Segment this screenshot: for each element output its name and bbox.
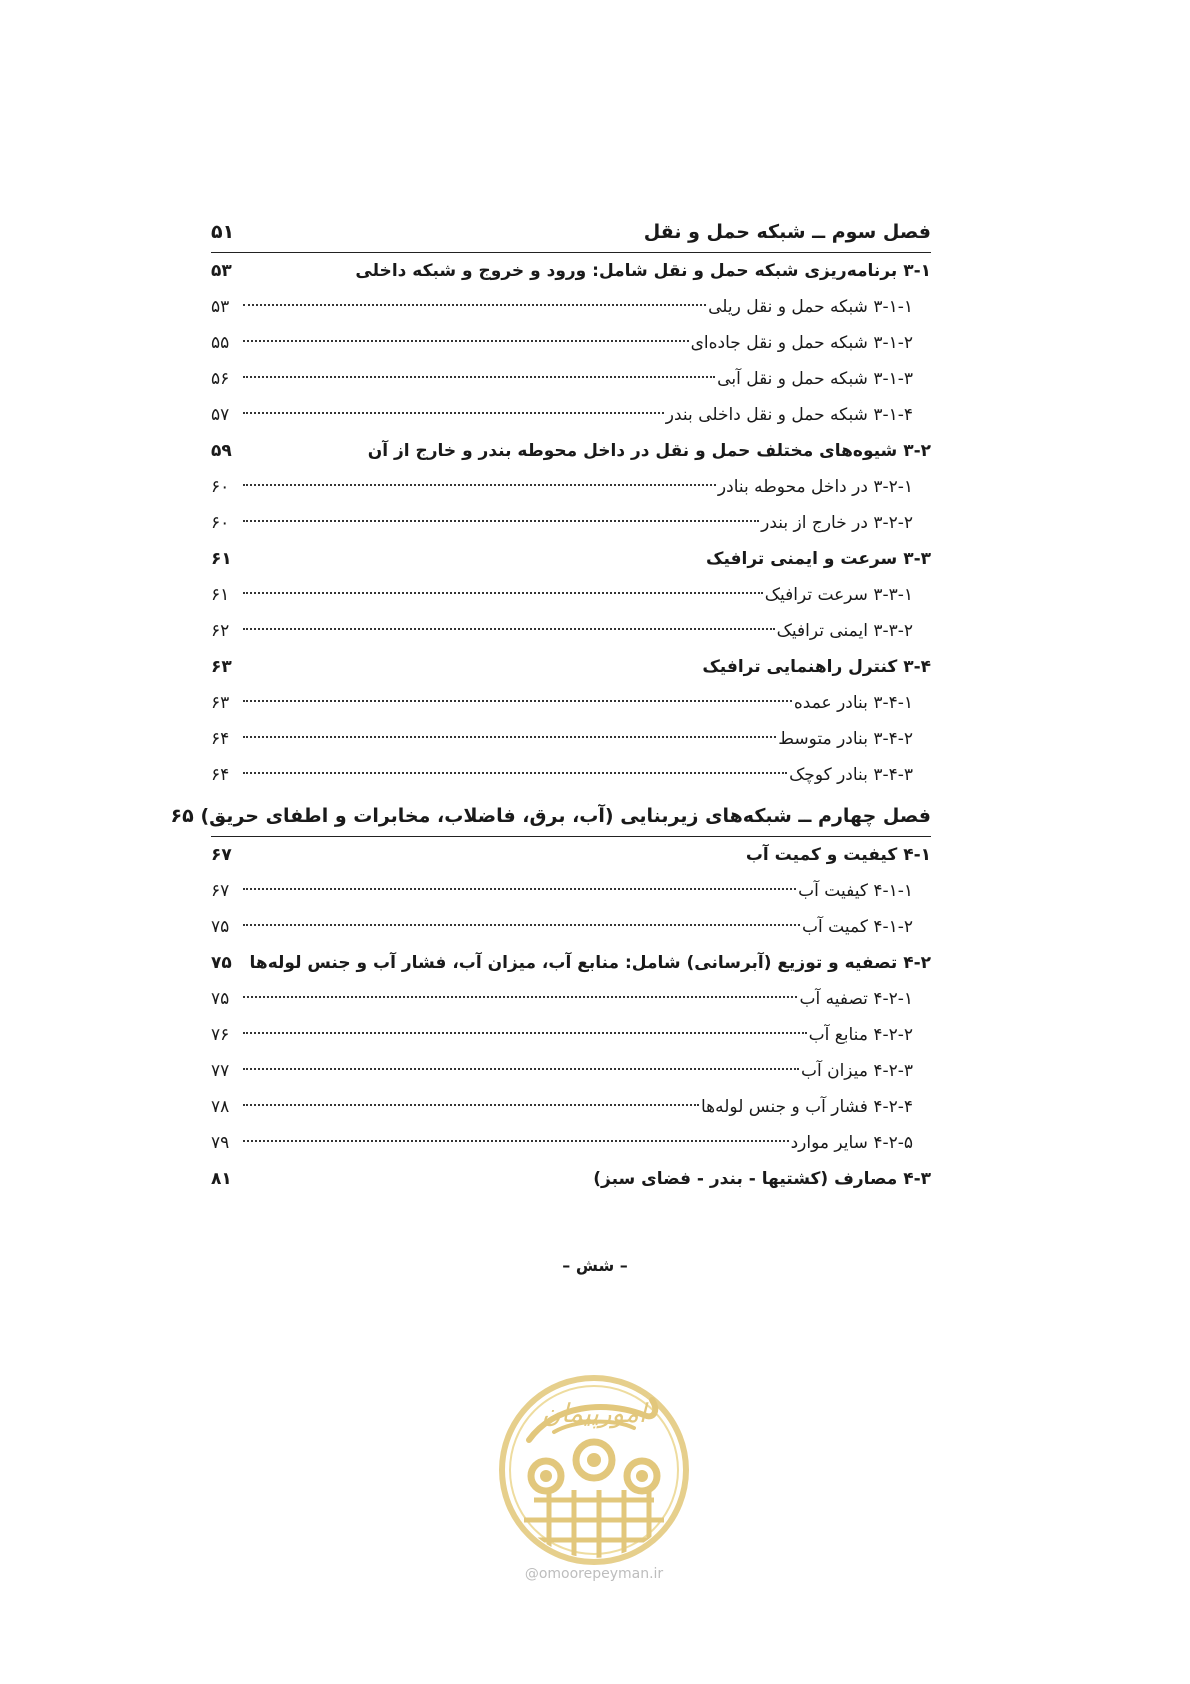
toc-entry-title: ۳-۱-۱ شبکه حمل و نقل ریلی — [708, 297, 913, 317]
toc-page-number: ۷۶ — [211, 1025, 230, 1045]
toc-page-number: ۵۵ — [211, 333, 230, 353]
toc-entry-title: ۳-۴-۳ بنادر کوچک — [789, 765, 913, 785]
toc-page-number: ۵۹ — [211, 441, 232, 461]
dot-leader — [243, 719, 776, 738]
toc-page-number: ۵۳ — [211, 261, 232, 281]
toc-page-number: ۵۶ — [211, 369, 230, 389]
toc-sub-row — [211, 685, 931, 721]
toc-section-row — [211, 945, 931, 981]
toc-entry-title: ۴-۱ کیفیت و کمیت آب — [745, 845, 931, 865]
dot-leader — [243, 503, 759, 522]
toc-entry-title: ۴-۲-۱ تصفیه آب — [799, 989, 913, 1009]
toc-entry-title: ۳-۲ شیوه‌های مختلف حمل و نقل در داخل محوطه بندر و خارج از آن — [367, 441, 931, 461]
dot-leader — [243, 323, 689, 342]
toc-chapter-row — [211, 212, 931, 253]
dot-leader — [243, 1051, 799, 1070]
toc-sub-row — [211, 613, 931, 649]
toc-entry-title: ۳-۳-۱ سرعت ترافیک — [764, 585, 913, 605]
dot-leader — [243, 871, 796, 890]
toc-section-row — [211, 253, 931, 289]
dot-leader — [243, 467, 716, 486]
toc-entry-title: ۳-۲-۱ در داخل محوطه بنادر — [717, 477, 913, 497]
toc-sub-row — [211, 981, 931, 1017]
toc-page-number: ۶۱ — [211, 585, 230, 605]
toc-sub-row — [211, 1053, 931, 1089]
toc-sub-row — [211, 289, 931, 325]
dot-leader — [243, 755, 787, 774]
toc-entry-title: ۴-۲-۴ فشار آب و جنس لوله‌ها — [700, 1097, 913, 1117]
toc-page-number: ۷۵ — [211, 989, 230, 1009]
toc-sub-row — [211, 361, 931, 397]
toc-entry-title: ۳-۴ کنترل راهنمایی ترافیک — [702, 657, 931, 677]
toc-entry-title: ۴-۱-۱ کیفیت آب — [798, 881, 913, 901]
toc-entry-title: ۳-۱-۳ شبکه حمل و نقل آبی — [717, 369, 913, 389]
toc-section-row — [211, 1161, 931, 1197]
dot-leader — [243, 1087, 699, 1106]
toc-sub-row — [211, 397, 931, 433]
toc-section-row — [211, 433, 931, 469]
toc-page-number: ۶۲ — [211, 621, 230, 641]
toc-entry-title: ۴-۲-۲ منابع آب — [808, 1025, 913, 1045]
toc-sub-row — [211, 1089, 931, 1125]
toc-page-number: ۶۳ — [211, 657, 232, 677]
toc-page-number: ۶۰ — [211, 513, 230, 533]
toc-page-number: ۶۴ — [211, 765, 230, 785]
toc-page-number: ۵۳ — [211, 297, 230, 317]
toc-chapter-row — [170, 796, 931, 837]
toc-page-number: ۷۵ — [211, 917, 230, 937]
toc-entry-title: ۳-۱-۴ شبکه حمل و نقل داخلی بندر — [665, 405, 913, 425]
toc-page-number: ۵۷ — [211, 405, 230, 425]
dot-leader — [243, 1015, 807, 1034]
dot-leader — [243, 395, 664, 414]
toc-sub-row — [211, 1017, 931, 1053]
toc-page-number: ۷۹ — [211, 1133, 230, 1153]
toc-page-number: ۶۵ — [170, 805, 194, 827]
toc-entry-title: ۴-۲-۳ میزان آب — [800, 1061, 913, 1081]
toc-entry-title: ۳-۳-۲ ایمنی ترافیک — [776, 621, 913, 641]
toc-sub-row — [211, 469, 931, 505]
toc-sub-row — [211, 577, 931, 613]
dot-leader — [243, 287, 706, 306]
dot-leader — [243, 359, 715, 378]
table-of-contents — [170, 212, 931, 1197]
toc-page-number: ۶۱ — [211, 549, 232, 569]
dot-leader — [243, 683, 792, 702]
toc-section-row — [211, 541, 931, 577]
toc-sub-row — [211, 721, 931, 757]
toc-entry-title: ۳-۴-۲ بنادر متوسط — [778, 729, 913, 749]
watermark-stamp — [494, 1370, 694, 1640]
toc-entry-title: ۴-۱-۲ کمیت آب — [802, 917, 913, 937]
toc-page-number: ۶۷ — [211, 881, 230, 901]
toc-sub-row — [211, 1125, 931, 1161]
toc-sub-row — [211, 505, 931, 541]
toc-page-number: ۷۸ — [211, 1097, 230, 1117]
dot-leader — [243, 907, 800, 926]
toc-entry-title: ۴-۲-۵ سایر موارد — [790, 1133, 913, 1153]
dot-leader — [243, 1123, 789, 1142]
toc-entry-title: فصل چهارم ــ شبکه‌های زیربنایی (آب، برق، فاضلاب، مخابرات و اطفای حریق) — [200, 805, 931, 827]
toc-entry-title: ۳-۱ برنامه‌ریزی شبکه حمل و نقل شامل: ورود و خروج و شبکه داخلی — [355, 261, 931, 281]
toc-page-number: ۷۵ — [211, 953, 232, 973]
dot-leader — [243, 611, 775, 630]
dot-leader — [243, 979, 797, 998]
svg-text:امورپیمان: امورپیمان — [541, 1399, 647, 1429]
stamp-logo-icon — [494, 1370, 694, 1570]
toc-entry-title: ۳-۴-۱ بنادر عمده — [793, 693, 913, 713]
toc-page-number: ۷۷ — [211, 1061, 230, 1081]
toc-page-number: ۶۴ — [211, 729, 230, 749]
toc-section-row — [211, 649, 931, 685]
toc-sub-row — [211, 909, 931, 945]
toc-page-number: ۶۳ — [211, 693, 230, 713]
toc-page-number: ۵۱ — [211, 221, 235, 243]
toc-entry-title: ۳-۲-۲ در خارج از بندر — [761, 513, 913, 533]
toc-entry-title: ۳-۱-۲ شبکه حمل و نقل جاده‌ای — [690, 333, 913, 353]
toc-entry-title: ۴-۳ مصارف (کشتیها - بندر - فضای سبز) — [593, 1169, 931, 1189]
toc-page-number: ۶۷ — [211, 845, 232, 865]
toc-entry-title: ۳-۳ سرعت و ایمنی ترافیک — [706, 549, 931, 569]
page-number-footer: – شش – — [562, 1256, 628, 1275]
toc-entry-title: ۴-۲ تصفیه و توزیع (آبرسانی) شامل: منابع آب، میزان آب، فشار آب و جنس لوله‌ها — [249, 953, 931, 973]
stamp-website-text: @omoorepeyman.ir — [524, 1566, 664, 1582]
toc-sub-row — [211, 873, 931, 909]
toc-page-number: ۶۰ — [211, 477, 230, 497]
toc-sub-row — [211, 325, 931, 361]
toc-entry-title: فصل سوم ــ شبکه حمل و نقل — [643, 221, 931, 243]
toc-section-row — [211, 837, 931, 873]
dot-leader — [243, 575, 763, 594]
toc-page-number: ۸۱ — [211, 1169, 232, 1189]
toc-sub-row — [211, 757, 931, 793]
